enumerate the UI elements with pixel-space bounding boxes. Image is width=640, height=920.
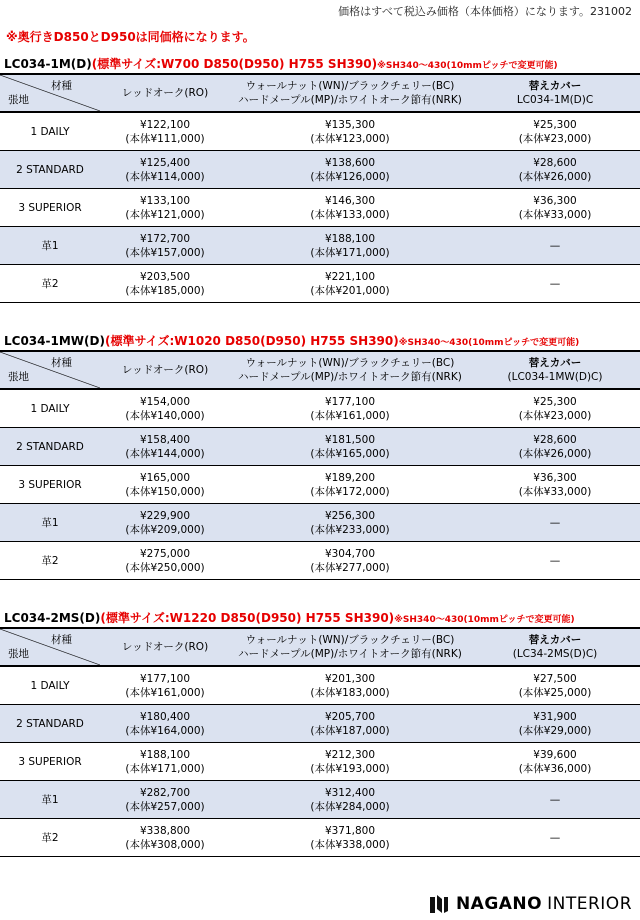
header-walnut-line2: ハードメープル(MP)/ホワイトオーク節有(NRK) bbox=[238, 648, 462, 660]
brand-logo bbox=[428, 892, 632, 916]
cover-price bbox=[470, 389, 640, 428]
header-walnut-line2: ハードメープル(MP)/ホワイトオーク節有(NRK) bbox=[238, 371, 462, 383]
header-cover-line1: 替えカバー bbox=[528, 80, 582, 92]
price-tax-incl: ¥177,100 bbox=[324, 395, 376, 408]
brand-name-bold: NAGANO bbox=[455, 894, 543, 914]
price-base: (本体¥193,000) bbox=[310, 762, 390, 775]
seat-height-note: ※SH340～430(10mmピッチで変更可能) bbox=[394, 615, 575, 625]
price-section bbox=[0, 332, 640, 580]
price-base: (本体¥172,000) bbox=[310, 485, 390, 498]
walnut-price bbox=[230, 705, 470, 743]
header-cover-line2: LC034-1M(D)C bbox=[516, 94, 594, 106]
price-tax-incl: ¥189,200 bbox=[324, 471, 376, 484]
table-row bbox=[0, 743, 640, 781]
nagano-logo-icon bbox=[428, 893, 450, 915]
red-oak-price bbox=[100, 743, 230, 781]
header-row bbox=[0, 351, 640, 389]
price-tax-incl: ¥125,400 bbox=[139, 156, 191, 169]
walnut-price bbox=[230, 504, 470, 542]
price-base: (本体¥171,000) bbox=[310, 246, 390, 259]
price-note: 価格はすべて税込み価格（本体価格）になります。231002 bbox=[338, 5, 632, 18]
price-tax-incl: ¥275,000 bbox=[139, 547, 191, 560]
table-row bbox=[0, 151, 640, 189]
fabric-grade: 1 DAILY bbox=[0, 112, 100, 151]
price-base: (本体¥257,000) bbox=[125, 800, 205, 813]
table-row bbox=[0, 466, 640, 504]
table-row bbox=[0, 819, 640, 857]
price-tax-incl: ¥181,500 bbox=[324, 433, 376, 446]
price-tax-incl: ¥304,700 bbox=[324, 547, 376, 560]
price-tax-incl: ¥135,300 bbox=[324, 118, 376, 131]
header-walnut bbox=[230, 351, 470, 389]
price-tax-incl: ¥282,700 bbox=[139, 786, 191, 799]
price-base: (本体¥111,000) bbox=[125, 132, 205, 145]
walnut-price bbox=[230, 189, 470, 227]
table-row bbox=[0, 666, 640, 705]
table-row bbox=[0, 112, 640, 151]
price-table bbox=[0, 627, 640, 857]
price-tax-incl: ¥205,700 bbox=[324, 710, 376, 723]
table-row bbox=[0, 705, 640, 743]
corner-cell bbox=[0, 628, 100, 666]
price-tax-incl: — bbox=[549, 793, 561, 806]
corner-cell bbox=[0, 351, 100, 389]
price-base: (本体¥150,000) bbox=[125, 485, 205, 498]
price-base: (本体¥123,000) bbox=[310, 132, 390, 145]
red-oak-price bbox=[100, 112, 230, 151]
model-code: LC034-1MW(D) bbox=[4, 334, 105, 348]
price-base: (本体¥140,000) bbox=[125, 409, 205, 422]
red-oak-price bbox=[100, 666, 230, 705]
standard-size: (標準サイズ:W700 D850(D950) H755 SH390) bbox=[91, 57, 378, 71]
walnut-price bbox=[230, 466, 470, 504]
price-base: (本体¥23,000) bbox=[518, 132, 592, 145]
cover-price bbox=[470, 666, 640, 705]
price-tax-incl: ¥229,900 bbox=[139, 509, 191, 522]
standard-size: (標準サイズ:W1020 D850(D950) H755 SH390) bbox=[104, 334, 399, 348]
cover-price bbox=[470, 151, 640, 189]
fabric-grade: 2 STANDARD bbox=[0, 151, 100, 189]
red-oak-price bbox=[100, 227, 230, 265]
price-base: (本体¥26,000) bbox=[518, 447, 592, 460]
price-base: (本体¥33,000) bbox=[518, 485, 592, 498]
header-red-oak: レッドオーク(RO) bbox=[100, 351, 230, 389]
price-base: (本体¥126,000) bbox=[310, 170, 390, 183]
price-base: (本体¥187,000) bbox=[310, 724, 390, 737]
price-section bbox=[0, 609, 640, 857]
price-tax-incl: — bbox=[549, 554, 561, 567]
section-title bbox=[0, 55, 640, 73]
cover-price bbox=[470, 542, 640, 580]
header-walnut-line1: ウォールナット(WN)/ブラックチェリー(BC) bbox=[245, 634, 455, 646]
fabric-label: 張地 bbox=[8, 94, 29, 106]
price-base: (本体¥183,000) bbox=[310, 686, 390, 699]
seat-height-note: ※SH340～430(10mmピッチで変更可能) bbox=[377, 61, 558, 71]
header-walnut-line1: ウォールナット(WN)/ブラックチェリー(BC) bbox=[245, 80, 455, 92]
walnut-price bbox=[230, 389, 470, 428]
fabric-grade: 革2 bbox=[0, 542, 100, 580]
fabric-grade: 3 SUPERIOR bbox=[0, 466, 100, 504]
price-base: (本体¥114,000) bbox=[125, 170, 205, 183]
price-tax-incl: ¥312,400 bbox=[324, 786, 376, 799]
price-base: (本体¥250,000) bbox=[125, 561, 205, 574]
price-tax-incl: ¥256,300 bbox=[324, 509, 376, 522]
fabric-grade: 3 SUPERIOR bbox=[0, 743, 100, 781]
depth-note: ※奥行きD850とD950は同価格になります。 bbox=[6, 30, 255, 44]
header-walnut-line1: ウォールナット(WN)/ブラックチェリー(BC) bbox=[245, 357, 455, 369]
price-tax-incl: ¥188,100 bbox=[139, 748, 191, 761]
price-tax-incl: ¥25,300 bbox=[533, 118, 577, 131]
price-tax-incl: ¥154,000 bbox=[139, 395, 191, 408]
price-tax-incl: — bbox=[549, 239, 561, 252]
price-base: (本体¥25,000) bbox=[518, 686, 592, 699]
walnut-price bbox=[230, 265, 470, 303]
price-tax-incl: — bbox=[549, 516, 561, 529]
red-oak-price bbox=[100, 389, 230, 428]
fabric-label: 張地 bbox=[8, 371, 29, 383]
cover-price bbox=[470, 227, 640, 265]
price-base: (本体¥36,000) bbox=[518, 762, 592, 775]
table-row bbox=[0, 227, 640, 265]
cover-price bbox=[470, 265, 640, 303]
table-row bbox=[0, 542, 640, 580]
red-oak-price bbox=[100, 819, 230, 857]
header-walnut bbox=[230, 74, 470, 112]
fabric-grade: 1 DAILY bbox=[0, 666, 100, 705]
fabric-grade: 革1 bbox=[0, 227, 100, 265]
price-section bbox=[0, 55, 640, 303]
price-tax-incl: ¥39,600 bbox=[533, 748, 577, 761]
price-base: (本体¥201,000) bbox=[310, 284, 390, 297]
price-tax-incl: ¥203,500 bbox=[139, 270, 191, 283]
price-tax-incl: ¥122,100 bbox=[139, 118, 191, 131]
walnut-price bbox=[230, 819, 470, 857]
price-base: (本体¥161,000) bbox=[125, 686, 205, 699]
header-cover bbox=[470, 628, 640, 666]
section-title bbox=[0, 332, 640, 350]
header-cover-line2: (LC034-1MW(D)C) bbox=[507, 371, 603, 383]
red-oak-price bbox=[100, 151, 230, 189]
table-row bbox=[0, 504, 640, 542]
price-base: (本体¥33,000) bbox=[518, 208, 592, 221]
price-tax-incl: ¥146,300 bbox=[324, 194, 376, 207]
price-tax-incl: ¥28,600 bbox=[533, 433, 577, 446]
header-cover-line1: 替えカバー bbox=[528, 357, 582, 369]
model-code: LC034-2MS(D) bbox=[4, 611, 101, 625]
price-tax-incl: ¥212,300 bbox=[324, 748, 376, 761]
price-tax-incl: ¥138,600 bbox=[324, 156, 376, 169]
price-base: (本体¥185,000) bbox=[125, 284, 205, 297]
walnut-price bbox=[230, 743, 470, 781]
price-base: (本体¥157,000) bbox=[125, 246, 205, 259]
price-tax-incl: ¥36,300 bbox=[533, 194, 577, 207]
price-base: (本体¥277,000) bbox=[310, 561, 390, 574]
fabric-grade: 革1 bbox=[0, 504, 100, 542]
section-title bbox=[0, 609, 640, 627]
material-label: 材種 bbox=[51, 357, 72, 369]
red-oak-price bbox=[100, 466, 230, 504]
cover-price bbox=[470, 781, 640, 819]
price-tax-incl: ¥28,600 bbox=[533, 156, 577, 169]
walnut-price bbox=[230, 666, 470, 705]
price-tax-incl: ¥36,300 bbox=[533, 471, 577, 484]
red-oak-price bbox=[100, 189, 230, 227]
price-tax-incl: — bbox=[549, 277, 561, 290]
walnut-price bbox=[230, 227, 470, 265]
price-base: (本体¥233,000) bbox=[310, 523, 390, 536]
fabric-grade: 3 SUPERIOR bbox=[0, 189, 100, 227]
header-walnut-line2: ハードメープル(MP)/ホワイトオーク節有(NRK) bbox=[238, 94, 462, 106]
header-cover bbox=[470, 351, 640, 389]
price-tax-incl: ¥221,100 bbox=[324, 270, 376, 283]
table-row bbox=[0, 389, 640, 428]
cover-price bbox=[470, 466, 640, 504]
material-label: 材種 bbox=[51, 80, 72, 92]
price-base: (本体¥26,000) bbox=[518, 170, 592, 183]
fabric-grade: 革2 bbox=[0, 819, 100, 857]
red-oak-price bbox=[100, 504, 230, 542]
price-tax-incl: — bbox=[549, 831, 561, 844]
fabric-label: 張地 bbox=[8, 648, 29, 660]
price-tax-incl: ¥158,400 bbox=[139, 433, 191, 446]
price-tax-incl: ¥25,300 bbox=[533, 395, 577, 408]
header-cover bbox=[470, 74, 640, 112]
walnut-price bbox=[230, 542, 470, 580]
cover-price bbox=[470, 189, 640, 227]
red-oak-price bbox=[100, 428, 230, 466]
price-table bbox=[0, 73, 640, 303]
price-base: (本体¥133,000) bbox=[310, 208, 390, 221]
fabric-grade: 1 DAILY bbox=[0, 389, 100, 428]
cover-price bbox=[470, 428, 640, 466]
price-base: (本体¥23,000) bbox=[518, 409, 592, 422]
price-tax-incl: ¥177,100 bbox=[139, 672, 191, 685]
cover-price bbox=[470, 705, 640, 743]
price-tax-incl: ¥172,700 bbox=[139, 232, 191, 245]
material-label: 材種 bbox=[51, 634, 72, 646]
price-base: (本体¥29,000) bbox=[518, 724, 592, 737]
price-tax-incl: ¥165,000 bbox=[139, 471, 191, 484]
fabric-grade: 2 STANDARD bbox=[0, 428, 100, 466]
walnut-price bbox=[230, 151, 470, 189]
table-row bbox=[0, 781, 640, 819]
fabric-grade: 革2 bbox=[0, 265, 100, 303]
cover-price bbox=[470, 112, 640, 151]
price-base: (本体¥121,000) bbox=[125, 208, 205, 221]
walnut-price bbox=[230, 112, 470, 151]
price-base: (本体¥161,000) bbox=[310, 409, 390, 422]
header-cover-line2: (LC34-2MS(D)C) bbox=[512, 648, 598, 660]
price-base: (本体¥308,000) bbox=[125, 838, 205, 851]
table-row bbox=[0, 428, 640, 466]
header-red-oak: レッドオーク(RO) bbox=[100, 628, 230, 666]
corner-cell bbox=[0, 74, 100, 112]
red-oak-price bbox=[100, 781, 230, 819]
table-row bbox=[0, 265, 640, 303]
brand-name-thin: INTERIOR bbox=[547, 894, 632, 914]
header-row bbox=[0, 74, 640, 112]
red-oak-price bbox=[100, 705, 230, 743]
fabric-grade: 革1 bbox=[0, 781, 100, 819]
price-tax-incl: ¥371,800 bbox=[324, 824, 376, 837]
price-tax-incl: ¥338,800 bbox=[139, 824, 191, 837]
price-base: (本体¥144,000) bbox=[125, 447, 205, 460]
seat-height-note: ※SH340～430(10mmピッチで変更可能) bbox=[398, 338, 580, 348]
model-code: LC034-1M(D) bbox=[4, 57, 92, 71]
price-base: (本体¥164,000) bbox=[125, 724, 205, 737]
table-row bbox=[0, 189, 640, 227]
cover-price bbox=[470, 504, 640, 542]
header-walnut bbox=[230, 628, 470, 666]
price-base: (本体¥165,000) bbox=[310, 447, 390, 460]
price-base: (本体¥338,000) bbox=[310, 838, 390, 851]
price-tax-incl: ¥31,900 bbox=[533, 710, 577, 723]
header-row bbox=[0, 628, 640, 666]
price-tax-incl: ¥201,300 bbox=[324, 672, 376, 685]
red-oak-price bbox=[100, 265, 230, 303]
price-table bbox=[0, 350, 640, 580]
price-tax-incl: ¥180,400 bbox=[139, 710, 191, 723]
fabric-grade: 2 STANDARD bbox=[0, 705, 100, 743]
cover-price bbox=[470, 819, 640, 857]
standard-size: (標準サイズ:W1220 D850(D950) H755 SH390) bbox=[100, 611, 395, 625]
price-tax-incl: ¥188,100 bbox=[324, 232, 376, 245]
price-tax-incl: ¥133,100 bbox=[139, 194, 191, 207]
walnut-price bbox=[230, 781, 470, 819]
cover-price bbox=[470, 743, 640, 781]
price-base: (本体¥284,000) bbox=[310, 800, 390, 813]
price-tax-incl: ¥27,500 bbox=[533, 672, 577, 685]
red-oak-price bbox=[100, 542, 230, 580]
header-red-oak: レッドオーク(RO) bbox=[100, 74, 230, 112]
price-base: (本体¥171,000) bbox=[125, 762, 205, 775]
price-base: (本体¥209,000) bbox=[125, 523, 205, 536]
header-cover-line1: 替えカバー bbox=[528, 634, 582, 646]
walnut-price bbox=[230, 428, 470, 466]
